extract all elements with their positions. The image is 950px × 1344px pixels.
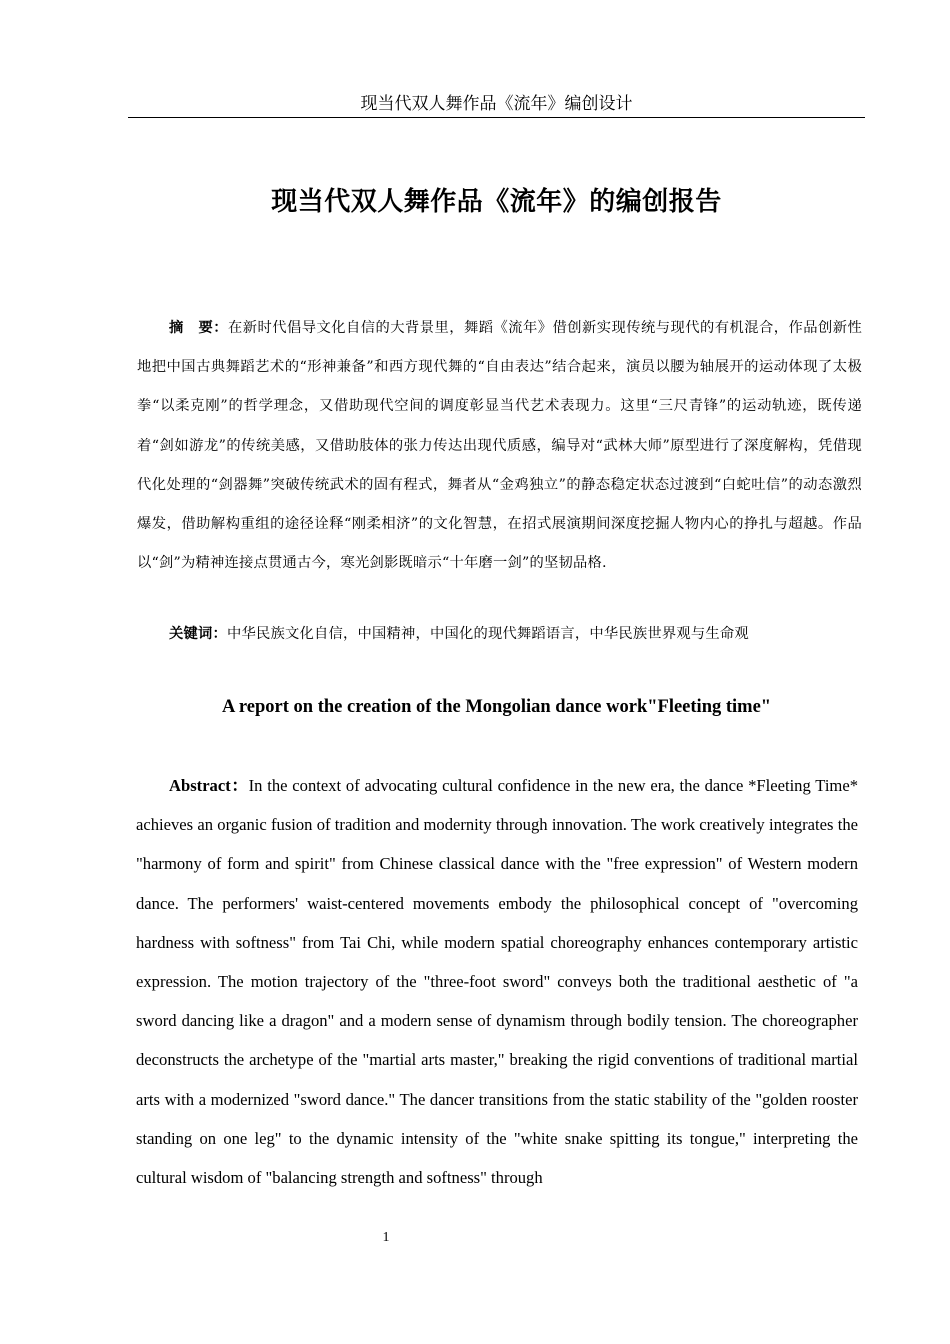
abstract-label-chinese: 摘 要： [169,320,228,336]
keywords-label-chinese: 关键词： [169,626,227,642]
abstract-label-english: Abstract： [169,776,249,795]
page-number: 1 [382,1230,390,1245]
abstract-text-chinese: 在新时代倡导文化自信的大背景里，舞蹈《流年》借创新实现传统与现代的有机混合，作品创新性地把中国古典舞蹈艺术的“形神兼备”和西方现代舞的“自由表达”结合起来，演员以腰为轴展开的运动体现了太极拳“以柔克刚”的哲学理念，又借助现代空间的调度彰显当代艺术表现力。这里“三尺青锋”的运动轨迹，既传递着“剑如游龙”的传统美感，又借助肢体的张力传达出现代质感，编导对“武林大师”原型进行了深度解构，凭借现代化处理的“剑器舞”突破传统武术的固有程式，舞者从“金鸡独立”的静态稳定状态过渡到“白蛇吐信”的动态激烈爆发，借助解构重组的途径诠释“刚柔相济”的文化智慧，在招式展演期间深度挖掘人物内心的挣扎与超越。作品以“剑”为精神连接点贯通古今，寒光剑影既暗示“十年磨一剑”的坚韧品格. [137,320,862,572]
abstract-chinese [137,309,862,583]
keywords-chinese [137,619,862,649]
abstract-english [136,766,858,1197]
abstract-text-english: In the context of advocating cultural confidence in the new era, the dance *Fleeting Time* achieves an organic fusion of tradition and modernity through innovation. The work creatively integrates the "harmony of form and spirit" from Chinese classical dance with the "free expression" of Western modern dance. The performers' waist-centered movements embody the philosophical concept of "overcoming hardness with softness" from Tai Chi, while modern spatial choreography enhances contemporary artistic expression. The motion trajectory of the "three-foot sword" conveys both the traditional aesthetic of "a sword dancing like a dragon" and a modern sense of dynamism through bodily tension. The choreographer deconstructs the archetype of the "martial arts master," breaking the rigid conventions of traditional martial arts with a modernized "sword dance." The dancer transitions from the static stability of the "golden rooster standing on one leg" to the dynamic intensity of the "white snake spitting its tongue," interpreting the cultural wisdom of "balancing strength and softness" through [136,776,858,1188]
paper-title-english: A report on the creation of the Mongolian dance work"Fleeting time" [221,697,772,717]
keywords-text-chinese: 中华民族文化自信，中国精神，中国化的现代舞蹈语言，中华民族世界观与生命观 [227,626,749,642]
paper-title-chinese: 现当代双人舞作品《流年》的编创报告 [271,187,722,217]
running-header: 现当代双人舞作品《流年》编创设计 [128,92,865,118]
